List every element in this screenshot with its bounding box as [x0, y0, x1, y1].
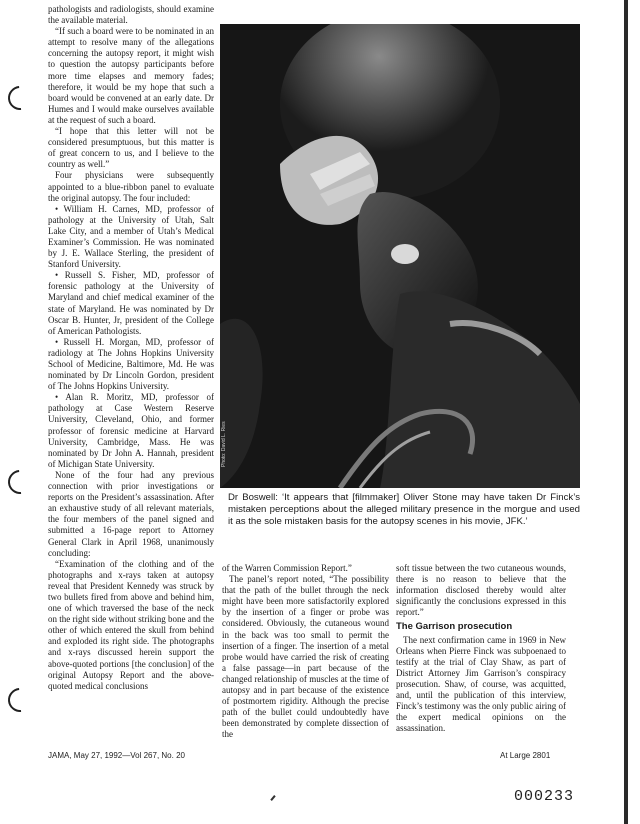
paragraph: pathologists and radiologists, should examine the available material.: [48, 4, 214, 26]
paragraph: None of the four had any previous connection with prior investigations or reports on the President’s assassination. After an exhaustive study of all relevant materials, the four members of the panel signed and submitted a 16-page report to Attorney General Clark in April 1968, unanimously concluding:: [48, 469, 214, 558]
paragraph: “I hope that this letter will not be considered presumptuous, but this matter is of great concern to us, and I believe to the country as well.”: [48, 126, 214, 170]
footer-journal-citation: JAMA, May 27, 1992—Vol 267, No. 20: [48, 751, 185, 760]
punch-hole-icon: [3, 465, 37, 499]
footer-page-number: At Large 2801: [500, 751, 551, 760]
paragraph: of the Warren Commission Report.”: [222, 563, 352, 573]
paragraph: “Examination of the clothing and of the photographs and x-rays taken at autopsy reveal that President Kennedy was struck by two bullets fired from above and behind him, one of which traversed the base of the neck on the right side without striking bone and the other of which entered the skull from behind and exploded its right side. The photographs and x-rays discussed herein support the above-quoted portions [the conclusion] of the original Autopsy Report and the above-quoted medical conclusions: [48, 558, 214, 691]
text-column-2: [222, 563, 389, 741]
photo-caption: Dr Boswell: ‘It appears that [filmmaker] Oliver Stone may have taken Dr Finck’s mistaken perceptions about the alleged military presence in the morgue and used it as the sole mistaken basis for the autopsy scenes in his movie, JFK.’: [228, 492, 580, 527]
paragraph: soft tissue between the two cutaneous wounds, there is no reason to believe that the information disclosed thereby would alter significantly the conclusions expressed in this report.”: [396, 563, 566, 618]
bates-stamp: 000233: [514, 788, 575, 805]
section-heading: The Garrison prosecution: [396, 621, 513, 633]
pen-mark: [270, 795, 275, 801]
paragraph: The next confirmation came in 1969 in New Orleans when Pierre Finck was subpoenaed to testify at the trial of Clay Shaw, as part of District Attorney Jim Garrison’s conspiracy prosecution. Shaw, of course, was acquitted, and, until the publication of this interview, Finck’s testimony was the only public airing of the expert medical opinions on the assassination.: [396, 634, 566, 734]
panel-member-item: • Alan R. Moritz, MD, professor of pathology at Case Western Reserve University, Cleveland, Ohio, and former professor of forensic medicine at Harvard University, Cambridge, Mass. He was nominated by Dr John A. Hannah, president of Michigan State University.: [48, 392, 214, 469]
scan-edge: [624, 0, 628, 824]
text-column-1: [48, 4, 214, 692]
photo-illustration: [220, 24, 580, 488]
paragraph: Four physicians were subsequently appointed to a blue-ribbon panel to evaluate the original autopsy. The four included:: [48, 170, 214, 203]
paragraph: The panel’s report noted, “The possibility that the path of the bullet through the neck might have been more satisfactorily explored by the insertion of a finger or probe was considered. Obviously, the cutaneous wound in the back was too small to permit the insertion of a finger. The insertion of a metal probe would have carried the risk of creating a false passage—in part because of the changed relationship of muscles at the time of autopsy and in part because of the existence of postmortem rigidity. Although the precise path of the bullet could undoubtedly have been demonstrated by complete dissection of the: [222, 574, 389, 740]
punch-hole-icon: [3, 81, 37, 115]
panel-member-item: • Russell H. Morgan, MD, professor of radiology at The Johns Hopkins University School of Medicine, Baltimore, Md. He was nominated by Dr Lincoln Gordon, president of The Johns Hopkins University.: [48, 336, 214, 392]
photo-credit: Photo: David L. Ries: [221, 421, 227, 467]
photo-boswell: [220, 24, 580, 488]
panel-member-item: • Russell S. Fisher, MD, professor of forensic pathology at the University of Maryland and chief medical examiner of the state of Maryland. He was nominated by Dr Oscar B. Hunter, Jr, president of the College of American Pathologists.: [48, 270, 214, 336]
paragraph: “If such a board were to be nominated in an attempt to resolve many of the allegations concerning the autopsy report, it might wish to question the autopsy participants before more time elapses and memory fades; therefore, it would be my hope that such a board would be convened at an early date. Dr Humes and I would make ourselves available at the request of such a board.: [48, 26, 214, 125]
text-column-3: [396, 563, 566, 734]
punch-hole-icon: [3, 683, 37, 717]
panel-member-item: • William H. Carnes, MD, professor of pathology at the University of Utah, Salt Lake City, and a member of Utah’s Medical Examiner’s Commission. He was nominated by J. E. Wallace Sterling, the president of Stanford University.: [48, 203, 214, 270]
